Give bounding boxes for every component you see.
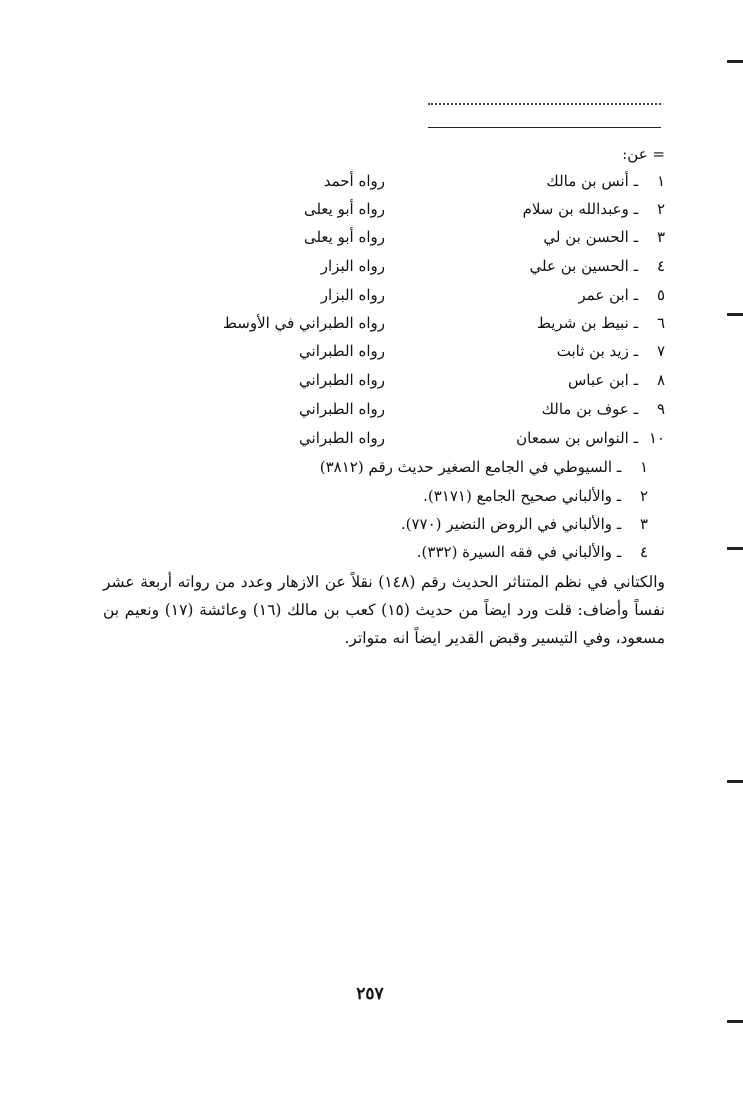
footnote-text: ـ والألباني صحيح الجامع (٣١٧١). (423, 487, 622, 505)
narrator-row (0, 255, 743, 277)
margin-mark (727, 780, 743, 783)
narrator-name: ـ نبيط بن شريط (536, 314, 638, 332)
narrator-number: ٩ (656, 400, 665, 418)
narrator-row (0, 198, 743, 220)
narrator-source: رواه أبو يعلى (303, 200, 385, 218)
narrator-name: ـ وعبدالله بن سلام (522, 200, 638, 218)
narrator-name: ـ ابن عمر (578, 286, 638, 304)
footnote (320, 456, 648, 478)
page-number: ٢٥٧ (356, 984, 384, 1004)
footnote (417, 541, 648, 563)
footnote-rule (428, 127, 661, 128)
narrator-number: ٨ (656, 371, 665, 389)
narrator-number: ٦ (656, 314, 665, 332)
narrator-row (0, 312, 743, 334)
narrator-number: ٤ (656, 257, 665, 275)
narrator-row (0, 427, 743, 449)
narrator-name: ـ ابن عباس (567, 371, 638, 389)
footnote-text: ـ والألباني في فقه السيرة (٣٣٢). (416, 543, 622, 561)
dotted-separator (428, 103, 661, 105)
narrator-source: رواه البزار (320, 286, 385, 304)
footnote-text: ـ والألباني في الروض النضير (٧٧٠). (400, 515, 622, 533)
narrator-row (0, 226, 743, 248)
narrator-name: ـ الحسين بن علي (529, 257, 638, 275)
narrator-row (0, 398, 743, 420)
narrator-number: ١٠ (648, 429, 665, 447)
narrator-row (0, 170, 743, 192)
footnote (401, 513, 648, 535)
narrator-row (0, 369, 743, 391)
narrator-name: ـ عوف بن مالك (541, 400, 638, 418)
narrator-source: رواه أبو يعلى (303, 228, 385, 246)
margin-mark (727, 60, 743, 63)
narrator-source: رواه البزار (320, 257, 385, 275)
narrator-name: ـ أنس بن مالك (546, 172, 638, 190)
footnote-number: ٢ (639, 487, 648, 505)
narrator-source: رواه أحمد (323, 172, 385, 190)
margin-mark (727, 547, 743, 550)
narrator-name: ـ الحسن بن لي (543, 228, 638, 246)
narrator-source: رواه الطبراني (299, 342, 385, 360)
narrator-number: ٧ (656, 342, 665, 360)
narrator-number: ٢ (656, 200, 665, 218)
narrator-name: ـ زيد بن ثابت (556, 342, 638, 360)
narrator-name: ـ النواس بن سمعان (516, 429, 638, 447)
footnote-number: ٤ (639, 543, 648, 561)
intro-text: = عن: (622, 145, 665, 163)
narrator-row (0, 340, 743, 362)
footnote (423, 485, 648, 507)
narrator-source: رواه الطبراني (299, 371, 385, 389)
narrator-row (0, 284, 743, 306)
body-paragraph: والكتاني في نظم المتناثر الحديث رقم (١٤٨) نقلاً عن الازهار وعدد من رواته أربعة عشر نفساً وأضاف: قلت ورد ايضاً من حديث (١٥) كعب بن مالك (١٦) وعائشة (١٧) ونعيم بن مسعود، وفي التيسير وقبض القدير ايضاً انه متواتر. (103, 573, 665, 647)
narrator-source: رواه الطبراني في الأوسط (223, 314, 385, 332)
narrator-number: ٥ (656, 286, 665, 304)
margin-mark (727, 1020, 743, 1023)
narrator-source: رواه الطبراني (299, 429, 385, 447)
narrator-number: ١ (656, 172, 665, 190)
footnote-number: ١ (639, 458, 648, 476)
footnote-text: ـ السيوطي في الجامع الصغير حديث رقم (٣٨١٢) (319, 458, 622, 476)
narrator-source: رواه الطبراني (299, 400, 385, 418)
footnote-number: ٣ (639, 515, 648, 533)
narrator-number: ٣ (656, 228, 665, 246)
